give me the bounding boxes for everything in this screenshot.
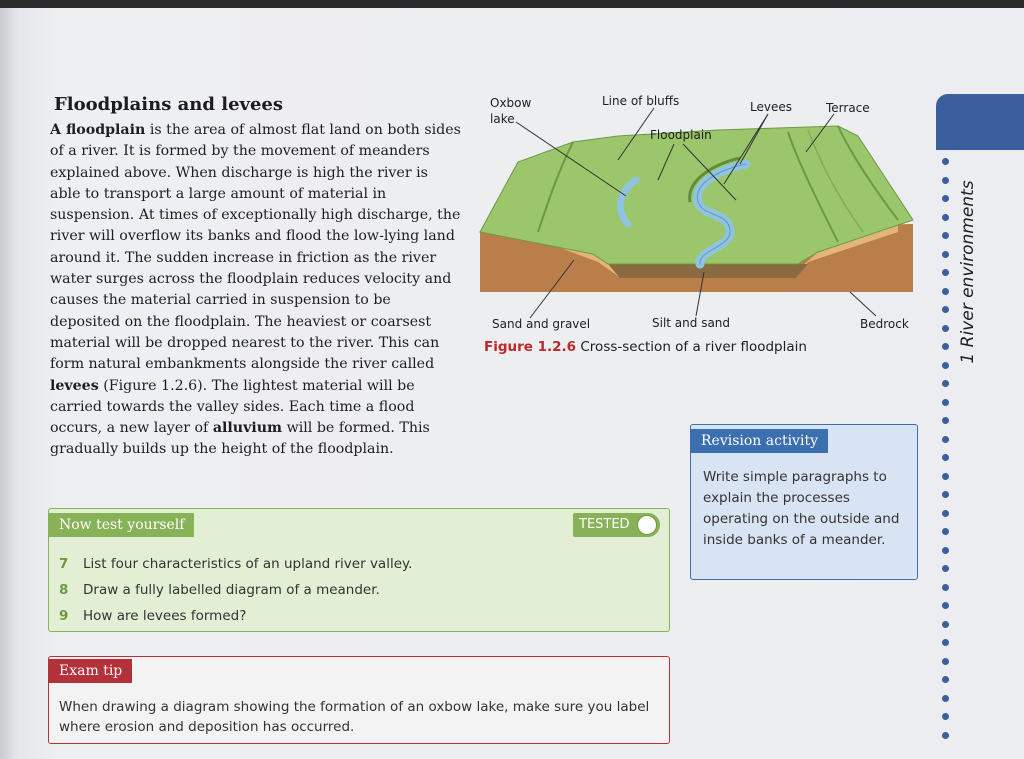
margin-dot bbox=[942, 232, 949, 239]
tested-label: TESTED bbox=[579, 517, 630, 532]
label-silt-and-sand: Silt and sand bbox=[652, 316, 731, 330]
question-number: 9 bbox=[59, 608, 69, 624]
textbook-page bbox=[0, 8, 1024, 759]
exam-tip-box bbox=[48, 656, 670, 744]
label-bedrock: Bedrock bbox=[860, 317, 909, 331]
figure-caption-text: Cross-section of a river floodplain bbox=[580, 339, 807, 355]
section-heading: Floodplains and levees bbox=[54, 94, 284, 115]
revision-activity-box bbox=[690, 424, 918, 580]
margin-dot bbox=[942, 195, 949, 202]
margin-dot bbox=[942, 732, 949, 739]
margin-dot bbox=[942, 491, 949, 498]
paragraph-run: is the area of almost flat land on both sides of a river. It is formed by the movement of meanders explained above. When discharge is high the river is able to transport a large amount of material in suspension. At times of exceptionally high discharge, the river will overflow its banks and flood the low-lying land around it. The sudden increase in friction as the river water surges across the floodplain reduces velocity and causes the material carried in suspension to be deposited on the floodplain. The heaviest or coarsest material will be dropped nearest to the river. This can form natural embankments alongside the river called bbox=[50, 122, 461, 373]
label-levees: Levees bbox=[750, 100, 792, 114]
label-floodplain: Floodplain bbox=[650, 128, 712, 142]
question-number: 7 bbox=[59, 556, 69, 572]
label-line-of-bluffs: Line of bluffs bbox=[602, 94, 680, 108]
margin-dot bbox=[942, 639, 949, 646]
now-test-yourself-box bbox=[48, 508, 670, 632]
margin-dot bbox=[942, 399, 949, 406]
margin-dot bbox=[942, 676, 949, 683]
margin-dot bbox=[942, 158, 949, 165]
tested-badge[interactable] bbox=[573, 513, 660, 537]
question-item bbox=[59, 551, 412, 577]
margin-dot bbox=[942, 602, 949, 609]
label-oxbow-lake: lake bbox=[490, 112, 515, 126]
paragraph-run: will be formed. This gradually builds up the height of the floodplain. bbox=[50, 420, 430, 458]
margin-dot-column bbox=[940, 158, 952, 758]
margin-dot bbox=[942, 362, 949, 369]
key-term: A floodplain bbox=[50, 122, 146, 138]
section-paragraph bbox=[50, 120, 462, 461]
now-test-yourself-title: Now test yourself bbox=[49, 513, 194, 537]
question-text: Draw a fully labelled diagram of a meander. bbox=[83, 582, 380, 598]
margin-dot bbox=[942, 380, 949, 387]
question-item bbox=[59, 603, 412, 629]
label-oxbow: Oxbow bbox=[490, 96, 532, 110]
exam-tip-title: Exam tip bbox=[49, 659, 132, 683]
margin-dot bbox=[942, 343, 949, 350]
label-sand-and-gravel: Sand and gravel bbox=[492, 317, 591, 331]
chapter-tab bbox=[936, 94, 1024, 150]
floodplain-figure bbox=[478, 92, 918, 342]
question-item bbox=[59, 577, 412, 603]
chapter-label-text: 1 River environments bbox=[958, 180, 978, 364]
margin-dot bbox=[942, 547, 949, 554]
margin-dot bbox=[942, 713, 949, 720]
margin-dot bbox=[942, 177, 949, 184]
chapter-label bbox=[948, 162, 988, 382]
margin-dot bbox=[942, 306, 949, 313]
margin-dot bbox=[942, 695, 949, 702]
margin-dot bbox=[942, 473, 949, 480]
margin-dot bbox=[942, 584, 949, 591]
revision-activity-title: Revision activity bbox=[691, 429, 828, 453]
question-list bbox=[59, 551, 412, 629]
silt-layer bbox=[608, 264, 808, 278]
key-term: levees bbox=[50, 377, 99, 394]
margin-dot bbox=[942, 528, 949, 535]
key-term: alluvium bbox=[212, 420, 283, 437]
question-text: List four characteristics of an upland river valley. bbox=[83, 556, 413, 572]
margin-dot bbox=[942, 417, 949, 424]
margin-dot bbox=[942, 658, 949, 665]
margin-dot bbox=[942, 454, 949, 461]
question-number: 8 bbox=[59, 582, 69, 598]
paragraph-run: (Figure 1.2.6). The lightest material will be carried towards the valley sides. Each time a flood occurs, a new layer of bbox=[50, 377, 415, 437]
exam-tip-text: When drawing a diagram showing the formation of an oxbow lake, make sure you label where erosion and deposition has occurred. bbox=[59, 699, 650, 735]
margin-dot bbox=[942, 565, 949, 572]
margin-dot bbox=[942, 325, 949, 332]
revision-activity-text: Write simple paragraphs to explain the processes operating on the outside and inside banks of a meander. bbox=[703, 469, 900, 548]
margin-dot bbox=[942, 436, 949, 443]
label-terrace: Terrace bbox=[826, 101, 870, 115]
margin-dot bbox=[942, 251, 949, 258]
figure-caption bbox=[484, 339, 807, 355]
question-text: How are levees formed? bbox=[83, 608, 247, 624]
figure-number: Figure 1.2.6 bbox=[484, 339, 577, 355]
margin-dot bbox=[942, 288, 949, 295]
margin-dot bbox=[942, 214, 949, 221]
tested-checkbox-icon[interactable] bbox=[637, 515, 657, 535]
margin-dot bbox=[942, 269, 949, 276]
margin-dot bbox=[942, 510, 949, 517]
margin-dot bbox=[942, 621, 949, 628]
